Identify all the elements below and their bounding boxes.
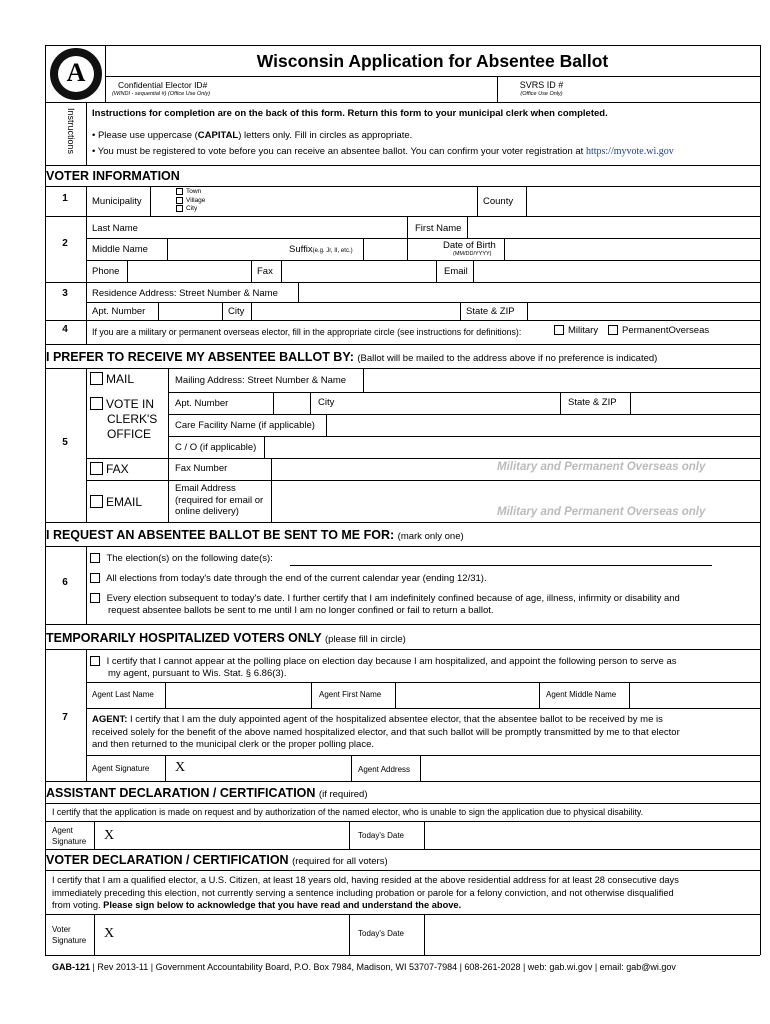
apt-number-input[interactable] bbox=[160, 303, 220, 319]
fax-number-label: Fax Number bbox=[175, 463, 228, 474]
instruction-bullet-uppercase: • Please use uppercase (CAPITAL) letters only. Fill in circles as appropriate. bbox=[92, 130, 413, 141]
care-facility-input[interactable] bbox=[328, 416, 757, 434]
form-id: GAB-121 bbox=[52, 962, 91, 972]
myvote-link[interactable]: https://myvote.wi.gov bbox=[585, 146, 674, 157]
fax-label: Fax bbox=[257, 266, 273, 277]
voter-signature-input[interactable] bbox=[118, 916, 346, 953]
mail-city-input[interactable] bbox=[345, 394, 557, 412]
dob-input[interactable] bbox=[506, 240, 757, 258]
assistant-date-input[interactable] bbox=[426, 823, 757, 847]
apt-number-label: Apt. Number bbox=[92, 306, 146, 317]
fax-number-input[interactable] bbox=[273, 460, 493, 478]
last-name-label: Last Name bbox=[92, 223, 138, 234]
military-overseas-only-fax: Military and Permanent Overseas only bbox=[497, 461, 706, 473]
military-question: If you are a military or permanent overseas elector, fill in the appropriate circle (see instructions for definitions): bbox=[92, 327, 522, 337]
middle-name-label: Middle Name bbox=[92, 244, 148, 255]
agent-address-input[interactable] bbox=[422, 757, 757, 779]
confidential-elector-sub: (WINDI - sequential #) (Office Use Only) bbox=[112, 91, 211, 97]
residence-address-label: Residence Address: Street Number & Name bbox=[92, 288, 278, 299]
assistant-signature-input[interactable] bbox=[118, 823, 346, 847]
section-number-1: 1 bbox=[62, 193, 68, 204]
voter-todays-date-label: Today's Date bbox=[358, 929, 404, 938]
military-option[interactable]: Military bbox=[554, 325, 598, 336]
voter-signature-label: Voter Signature bbox=[52, 925, 87, 945]
state-zip-input[interactable] bbox=[529, 303, 757, 319]
section-number-7: 7 bbox=[62, 712, 68, 723]
request-option-indefinite[interactable]: Every election subsequent to today's date. I further certify that I am indefinitely confined because of age, illness, infirmity or disability and bbox=[90, 593, 680, 604]
instructions-side-label: Instructions bbox=[66, 107, 76, 155]
mailing-address-label: Mailing Address: Street Number & Name bbox=[175, 375, 347, 386]
mail-apt-input[interactable] bbox=[275, 394, 308, 412]
county-input[interactable] bbox=[528, 188, 758, 214]
prefer-heading: I PREFER TO RECEIVE MY ABSENTEE BALLOT BY: (Ballot will be mailed to the address above if no preference is indicated) bbox=[46, 350, 658, 364]
mailing-address-input[interactable] bbox=[365, 370, 757, 390]
city-input[interactable] bbox=[253, 303, 458, 319]
dob-label: Date of Birth bbox=[443, 240, 496, 251]
municipality-input[interactable] bbox=[220, 188, 475, 214]
military-overseas-only-email: Military and Permanent Overseas only bbox=[497, 506, 706, 518]
first-name-label: First Name bbox=[415, 223, 462, 234]
request-option-indefinite-cont: request absentee ballots be sent to me until I am no longer confined or fail to return a ballot. bbox=[108, 605, 494, 616]
municipality-town[interactable]: Town bbox=[176, 188, 205, 197]
dates-input-line[interactable] bbox=[290, 565, 712, 566]
agent-certification-text: AGENT: I certify that I am the duly appointed agent of the hospitalized absentee elector, that the absentee ballot to be received by me is received solely for the benefit of the above named hospitalized elector, and that such ballot will be promptly transmitted by me to that elector and then returned to the municipal clerk or the proper polling place. bbox=[92, 714, 680, 750]
section-number-6: 6 bbox=[62, 577, 68, 588]
middle-name-input[interactable] bbox=[169, 240, 284, 258]
instruction-bullet-registered: • You must be registered to vote before you can receive an absentee ballot. You can confirm your voter registration at https://myvote.wi.gov bbox=[92, 146, 674, 157]
voter-date-input[interactable] bbox=[426, 916, 757, 953]
voter-declaration-heading: VOTER DECLARATION / CERTIFICATION (required for all voters) bbox=[46, 853, 388, 867]
email-input[interactable] bbox=[475, 262, 757, 280]
section-number-4: 4 bbox=[62, 324, 68, 335]
hospitalized-certify-option[interactable]: I certify that I cannot appear at the polling place on election day because I am hospitalized, and appoint the following person to serve as bbox=[90, 656, 676, 667]
agent-last-name-label: Agent Last Name bbox=[92, 690, 154, 699]
permanent-overseas-option[interactable]: PermanentOverseas bbox=[608, 325, 709, 336]
city-label: City bbox=[228, 306, 245, 317]
last-name-input[interactable] bbox=[145, 218, 405, 236]
municipality-village[interactable]: Village bbox=[176, 197, 205, 206]
agent-first-name-label: Agent First Name bbox=[319, 690, 382, 699]
dob-hint: (MM/DD/YYYY) bbox=[453, 251, 492, 257]
hospitalized-certify-cont: my agent, pursuant to Wis. Stat. § 6.86(3). bbox=[108, 668, 287, 679]
mail-city-label: City bbox=[318, 397, 335, 408]
agent-signature-x: X bbox=[175, 760, 186, 775]
mail-state-zip-label: State & ZIP bbox=[568, 397, 617, 408]
svrs-id-field[interactable] bbox=[590, 77, 758, 101]
seal-letter: A bbox=[66, 58, 86, 87]
email-address-label: Email Address (required for email or online delivery) bbox=[175, 483, 264, 517]
mail-state-zip-input[interactable] bbox=[632, 394, 757, 412]
suffix-input[interactable] bbox=[365, 240, 405, 258]
agent-signature-input[interactable] bbox=[190, 757, 348, 779]
agent-last-name-input[interactable] bbox=[167, 684, 309, 706]
page-title: Wisconsin Application for Absentee Ballot bbox=[256, 51, 609, 71]
request-heading: I REQUEST AN ABSENTEE BALLOT BE SENT TO ME FOR: (mark only one) bbox=[46, 528, 464, 542]
vote-in-clerks-office-option[interactable]: VOTE IN CLERK'S OFFICE bbox=[90, 397, 157, 442]
municipality-city[interactable]: City bbox=[176, 205, 205, 214]
assistant-certification-text: I certify that the application is made on request and by authorization of the named elector, who is unable to sign the application due to physical disability. bbox=[52, 807, 644, 817]
assistant-signature-x: X bbox=[104, 828, 115, 843]
suffix-label: Suffix(e.g. Jr, II, etc.) bbox=[289, 244, 353, 255]
confidential-elector-field[interactable] bbox=[210, 77, 495, 101]
section-number-3: 3 bbox=[62, 288, 68, 299]
assistant-todays-date-label: Today's Date bbox=[358, 831, 404, 840]
voter-signature-x: X bbox=[104, 926, 115, 941]
email-address-input[interactable] bbox=[273, 482, 493, 520]
svrs-label: SVRS ID # bbox=[519, 80, 564, 90]
phone-input[interactable] bbox=[129, 262, 249, 280]
care-facility-label: Care Facility Name (if applicable) bbox=[175, 420, 315, 431]
section-number-5: 5 bbox=[62, 437, 68, 448]
mail-option[interactable]: MAIL bbox=[90, 372, 134, 386]
email-option[interactable]: EMAIL bbox=[90, 495, 142, 509]
assistant-agent-signature-label: Agent Signature bbox=[52, 826, 87, 846]
request-option-calendar-year[interactable]: All elections from today's date through the end of the current calendar year (ending 12/31). bbox=[90, 573, 487, 584]
residence-address-input[interactable] bbox=[300, 284, 757, 300]
request-option-dates[interactable]: The election(s) on the following date(s): bbox=[90, 553, 273, 564]
county-label: County bbox=[483, 196, 514, 207]
first-name-input[interactable] bbox=[469, 218, 757, 236]
fax-option[interactable]: FAX bbox=[90, 462, 129, 476]
voter-information-heading: VOTER INFORMATION bbox=[46, 169, 180, 183]
agent-address-label: Agent Address bbox=[358, 765, 411, 774]
footer-text: | Rev 2013-11 | Government Accountability Board, P.O. Box 7984, Madison, WI 53707-7984 | 608-261-2028 | web: gab.wi.gov | email: gab@wi.gov bbox=[92, 962, 676, 972]
agent-signature-label: Agent Signature bbox=[92, 764, 150, 773]
state-zip-label: State & ZIP bbox=[466, 306, 515, 317]
svrs-sub: (Office Use Only) bbox=[520, 91, 563, 97]
section-number-2: 2 bbox=[62, 238, 68, 249]
agent-middle-name-label: Agent Middle Name bbox=[546, 690, 617, 699]
municipality-type-options bbox=[176, 188, 205, 214]
confidential-elector-label: Confidential Elector ID# bbox=[118, 80, 208, 90]
instructions-heading: Instructions for completion are on the back of this form. Return this form to your municipal clerk when completed. bbox=[92, 108, 608, 119]
agent-middle-name-input[interactable] bbox=[631, 684, 757, 706]
seal-logo bbox=[50, 48, 102, 100]
hospitalized-heading: TEMPORARILY HOSPITALIZED VOTERS ONLY (please fill in circle) bbox=[46, 631, 406, 645]
care-of-input[interactable] bbox=[266, 438, 757, 456]
email-label: Email bbox=[444, 266, 468, 277]
footer bbox=[52, 962, 676, 972]
assistant-heading: ASSISTANT DECLARATION / CERTIFICATION (if required) bbox=[46, 786, 368, 800]
phone-label: Phone bbox=[92, 266, 120, 277]
care-of-label: C / O (if applicable) bbox=[175, 442, 257, 453]
fax-input[interactable] bbox=[283, 262, 433, 280]
municipality-label: Municipality bbox=[92, 196, 142, 207]
agent-first-name-input[interactable] bbox=[397, 684, 537, 706]
voter-declaration-text: I certify that I am a qualified elector, a U.S. Citizen, at least 18 years old, having resided at the above residential address for at least 28 consecutive days immediately preceding this election, not currently serving a sentence including probation or parole for a felony conviction, and not otherwise disqualified from voting. Please sign below to acknowledge that you have read and understand the above. bbox=[52, 875, 679, 910]
mail-apt-label: Apt. Number bbox=[175, 398, 229, 409]
